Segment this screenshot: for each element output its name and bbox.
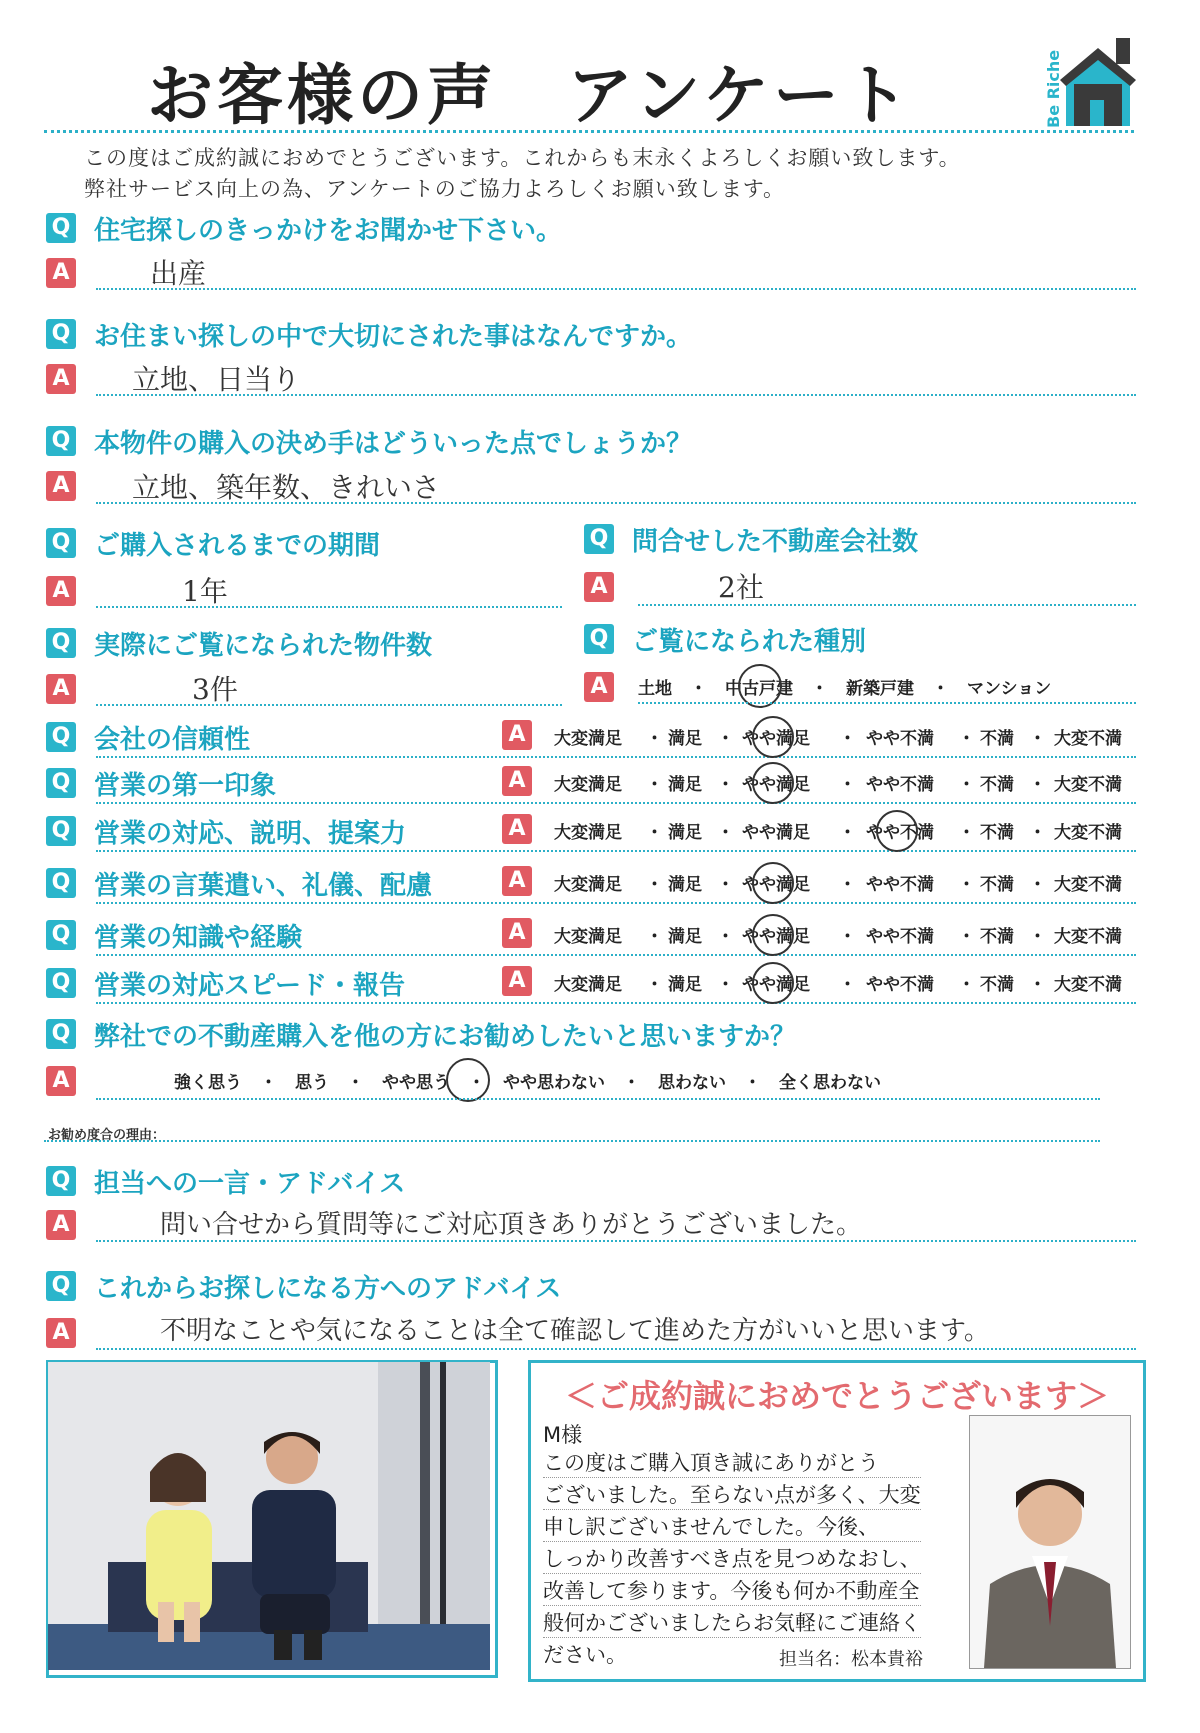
rating-option: 不満 bbox=[980, 823, 1014, 843]
rating-separator: ・ bbox=[646, 927, 663, 947]
rating-option: やや満足 bbox=[742, 823, 810, 843]
a-icon: A bbox=[502, 766, 532, 796]
rating-line bbox=[96, 850, 1136, 852]
title-divider bbox=[44, 130, 1134, 133]
rating-option: 満足 bbox=[668, 927, 702, 947]
rating-option: やや不満 bbox=[866, 823, 934, 843]
rating-separator: ・ bbox=[958, 729, 975, 749]
message-line: しっかり改善すべき点を見つめなおし、 bbox=[543, 1543, 921, 1574]
rating-separator: ・ bbox=[646, 729, 663, 749]
rating-option: 大変満足 bbox=[554, 775, 622, 795]
selection-circle bbox=[752, 762, 794, 804]
rating-line bbox=[96, 756, 1136, 758]
staff-photo bbox=[969, 1415, 1131, 1669]
a-icon: A bbox=[46, 471, 76, 501]
a-icon: A bbox=[502, 866, 532, 896]
answer-line bbox=[96, 1098, 1100, 1100]
rating-line bbox=[96, 954, 1136, 956]
rating-separator: ・ bbox=[646, 875, 663, 895]
option-somewhat-agree: やや思う bbox=[382, 1073, 450, 1093]
q-icon: Q bbox=[584, 524, 614, 554]
rating-option: 大変満足 bbox=[554, 975, 622, 995]
question-property-type: ご覧になられた種別 bbox=[632, 627, 867, 657]
message-line: ございました。至らない点が多く、大変 bbox=[543, 1479, 921, 1510]
a-icon: A bbox=[46, 1210, 76, 1240]
rating-option: 大変不満 bbox=[1054, 775, 1122, 795]
rating-option: 不満 bbox=[980, 875, 1014, 895]
rating-option: やや不満 bbox=[866, 775, 934, 795]
a-icon: A bbox=[46, 1318, 76, 1348]
intro-line-1: この度はご成約誠におめでとうございます。これからも末永くよろしくお願い致します。 bbox=[84, 146, 961, 170]
a-icon: A bbox=[502, 966, 532, 996]
intro-line-2: 弊社サービス向上の為、アンケートのご協力よろしくお願い致します。 bbox=[84, 177, 786, 201]
company-logo bbox=[1046, 34, 1138, 126]
rating-option: 大変満足 bbox=[554, 875, 622, 895]
recommend-options: 強く思う ・ 思う ・ やや思う ・ やや思わない ・ 思わない ・ 全く思わない bbox=[174, 1073, 881, 1093]
rating-separator: ・ bbox=[646, 975, 663, 995]
rating-separator: ・ bbox=[839, 927, 856, 947]
selection-circle bbox=[752, 914, 794, 956]
rating-option: 満足 bbox=[668, 823, 702, 843]
selection-circle bbox=[446, 1058, 490, 1102]
rating-separator: ・ bbox=[717, 975, 734, 995]
q-icon: Q bbox=[46, 968, 76, 998]
rating-option: 満足 bbox=[668, 975, 702, 995]
rating-line bbox=[96, 902, 1136, 904]
a-icon: A bbox=[502, 918, 532, 948]
rating-separator: ・ bbox=[717, 875, 734, 895]
rating-separator: ・ bbox=[839, 823, 856, 843]
q-icon: Q bbox=[46, 628, 76, 658]
option-disagree: 思わない bbox=[658, 1073, 726, 1093]
rating-option: 不満 bbox=[980, 729, 1014, 749]
answer-line bbox=[638, 702, 1136, 704]
message-line: この度はご購入頂き誠にありがとう bbox=[543, 1447, 921, 1478]
reason-line bbox=[44, 1140, 1100, 1142]
answer-decision: 立地、築年数、きれいさ bbox=[132, 471, 441, 504]
answer-line bbox=[96, 704, 562, 706]
rating-separator: ・ bbox=[717, 775, 734, 795]
a-icon: A bbox=[46, 674, 76, 704]
rating-option: 大変不満 bbox=[1054, 823, 1122, 843]
rating-separator: ・ bbox=[717, 927, 734, 947]
rating-separator: ・ bbox=[646, 823, 663, 843]
answer-companies: 2社 bbox=[718, 571, 764, 604]
rating-option: やや不満 bbox=[866, 927, 934, 947]
rating-line bbox=[96, 1002, 1136, 1004]
q-icon: Q bbox=[46, 213, 76, 243]
q-icon: Q bbox=[584, 624, 614, 654]
selection-circle bbox=[876, 810, 918, 852]
q-icon: Q bbox=[46, 768, 76, 798]
rating-option: 大変満足 bbox=[554, 729, 622, 749]
q-icon: Q bbox=[46, 920, 76, 950]
message-line: 改善して参ります。今後も何か不動産全 bbox=[543, 1575, 921, 1606]
message-line: 申し訳ございませんでした。今後、 bbox=[543, 1511, 921, 1542]
q-icon: Q bbox=[46, 1019, 76, 1049]
rating-option: 満足 bbox=[668, 775, 702, 795]
rating-option: やや不満 bbox=[866, 975, 934, 995]
answer-trigger: 出産 bbox=[150, 257, 207, 290]
rating-separator: ・ bbox=[958, 875, 975, 895]
rating-question: 営業の言葉遣い、礼儀、配慮 bbox=[94, 871, 433, 901]
rating-separator: ・ bbox=[646, 775, 663, 795]
option-somewhat-disagree: やや思わない bbox=[503, 1073, 605, 1093]
option-strongly-agree: 強く思う bbox=[174, 1073, 242, 1093]
a-icon: A bbox=[502, 720, 532, 750]
a-icon: A bbox=[584, 672, 614, 702]
a-icon: A bbox=[584, 572, 614, 602]
a-icon: A bbox=[46, 258, 76, 288]
message-recipient: M様 bbox=[543, 1423, 583, 1447]
message-line: 般何かございましたらお気軽にご連絡く bbox=[543, 1607, 921, 1638]
question-future-advice: これからお探しになる方へのアドバイス bbox=[94, 1274, 562, 1304]
question-priority: お住まい探しの中で大切にされた事はなんですか。 bbox=[94, 322, 693, 352]
rating-question: 営業の第一印象 bbox=[94, 771, 277, 801]
q-icon: Q bbox=[46, 426, 76, 456]
q-icon: Q bbox=[46, 722, 76, 752]
answer-period: 1年 bbox=[182, 575, 228, 608]
answer-priority: 立地、日当り bbox=[132, 363, 301, 396]
rating-separator: ・ bbox=[958, 775, 975, 795]
rating-option: やや満足 bbox=[742, 975, 810, 995]
rating-option: 不満 bbox=[980, 775, 1014, 795]
answer-future-advice: 不明なことや気になることは全て確認して進めた方がいいと思います。 bbox=[160, 1316, 990, 1346]
option-agree: 思う bbox=[295, 1073, 329, 1093]
a-icon: A bbox=[46, 1066, 76, 1096]
answer-line bbox=[96, 288, 1136, 290]
rating-option: やや不満 bbox=[866, 729, 934, 749]
rating-separator: ・ bbox=[1029, 975, 1046, 995]
option-mansion: マンション bbox=[967, 679, 1052, 699]
rating-option: 大変不満 bbox=[1054, 927, 1122, 947]
rating-option: やや満足 bbox=[742, 875, 810, 895]
q-icon: Q bbox=[46, 816, 76, 846]
staff-name: 担当名：松本貴裕 bbox=[779, 1649, 923, 1670]
logo-text: Be Riche bbox=[1044, 49, 1063, 128]
rating-option: 大変不満 bbox=[1054, 875, 1122, 895]
rating-option: 満足 bbox=[668, 729, 702, 749]
option-land: 土地 bbox=[638, 679, 672, 699]
property-type-options: 土地 ・ 中古戸建 ・ 新築戸建 ・ マンション bbox=[638, 679, 1052, 699]
question-trigger: 住宅探しのきっかけをお聞かせ下さい。 bbox=[94, 216, 563, 246]
rating-separator: ・ bbox=[717, 729, 734, 749]
q-icon: Q bbox=[46, 319, 76, 349]
selection-circle bbox=[752, 962, 794, 1004]
q-icon: Q bbox=[46, 1271, 76, 1301]
question-decision: 本物件の購入の決め手はどういった点でしょうか？ bbox=[94, 429, 693, 459]
question-period: ご購入されるまでの期間 bbox=[94, 531, 381, 561]
rating-separator: ・ bbox=[1029, 729, 1046, 749]
rating-separator: ・ bbox=[958, 823, 975, 843]
rating-separator: ・ bbox=[1029, 875, 1046, 895]
rating-separator: ・ bbox=[717, 823, 734, 843]
rating-option: 満足 bbox=[668, 875, 702, 895]
option-used-house: 中古戸建 bbox=[725, 679, 793, 699]
answer-line bbox=[96, 502, 1136, 504]
rating-option: やや不満 bbox=[866, 875, 934, 895]
rating-separator: ・ bbox=[839, 775, 856, 795]
answer-line bbox=[96, 394, 1136, 396]
rating-question: 営業の知識や経験 bbox=[94, 923, 303, 953]
answer-line bbox=[96, 606, 562, 608]
a-icon: A bbox=[502, 814, 532, 844]
rating-separator: ・ bbox=[1029, 823, 1046, 843]
rating-option: 不満 bbox=[980, 975, 1014, 995]
rating-option: 大変満足 bbox=[554, 927, 622, 947]
rating-separator: ・ bbox=[1029, 927, 1046, 947]
rating-question: 会社の信頼性 bbox=[94, 725, 251, 755]
rating-option: やや満足 bbox=[742, 775, 810, 795]
rating-separator: ・ bbox=[839, 975, 856, 995]
rating-option: 大変不満 bbox=[1054, 729, 1122, 749]
question-viewed-count: 実際にご覧になられた物件数 bbox=[94, 631, 433, 661]
rating-option: 不満 bbox=[980, 927, 1014, 947]
question-recommend: 弊社での不動産購入を他の方にお勧めしたいと思いますか？ bbox=[94, 1022, 797, 1052]
rating-line bbox=[96, 802, 1136, 804]
option-new-house: 新築戸建 bbox=[846, 679, 914, 699]
message-line: ださい。 bbox=[543, 1643, 627, 1667]
rating-option: やや満足 bbox=[742, 927, 810, 947]
rating-question: 営業の対応スピード・報告 bbox=[94, 971, 405, 1001]
rating-option: やや満足 bbox=[742, 729, 810, 749]
reason-label: お勧め度合の理由： bbox=[48, 1128, 166, 1143]
rating-separator: ・ bbox=[1029, 775, 1046, 795]
q-icon: Q bbox=[46, 528, 76, 558]
selection-circle bbox=[752, 716, 794, 758]
option-strongly-disagree: 全く思わない bbox=[779, 1073, 881, 1093]
q-icon: Q bbox=[46, 1166, 76, 1196]
question-companies: 問合せした不動産会社数 bbox=[632, 527, 919, 557]
answer-line bbox=[96, 1348, 1136, 1350]
rating-question: 営業の対応、説明、提案力 bbox=[94, 819, 407, 849]
rating-separator: ・ bbox=[839, 729, 856, 749]
rating-option: 大変不満 bbox=[1054, 975, 1122, 995]
rating-option: 大変満足 bbox=[554, 823, 622, 843]
a-icon: A bbox=[46, 364, 76, 394]
q-icon: Q bbox=[46, 868, 76, 898]
rating-separator: ・ bbox=[839, 875, 856, 895]
answer-line bbox=[638, 604, 1136, 606]
answer-viewed-count: 3件 bbox=[192, 673, 238, 706]
question-staff-advice: 担当への一言・アドバイス bbox=[94, 1169, 406, 1199]
rating-separator: ・ bbox=[958, 975, 975, 995]
rating-separator: ・ bbox=[958, 927, 975, 947]
selection-circle bbox=[752, 862, 794, 904]
a-icon: A bbox=[46, 576, 76, 606]
message-title: ＜ご成約誠におめでとうございます＞ bbox=[564, 1377, 1109, 1415]
page-title: お客様の声 アンケート bbox=[146, 57, 914, 134]
customer-photo bbox=[48, 1362, 490, 1670]
answer-staff-advice: 問い合せから質問等にご対応頂きありがとうございました。 bbox=[160, 1210, 863, 1240]
answer-line bbox=[96, 1240, 1136, 1242]
message-box bbox=[528, 1360, 1146, 1682]
